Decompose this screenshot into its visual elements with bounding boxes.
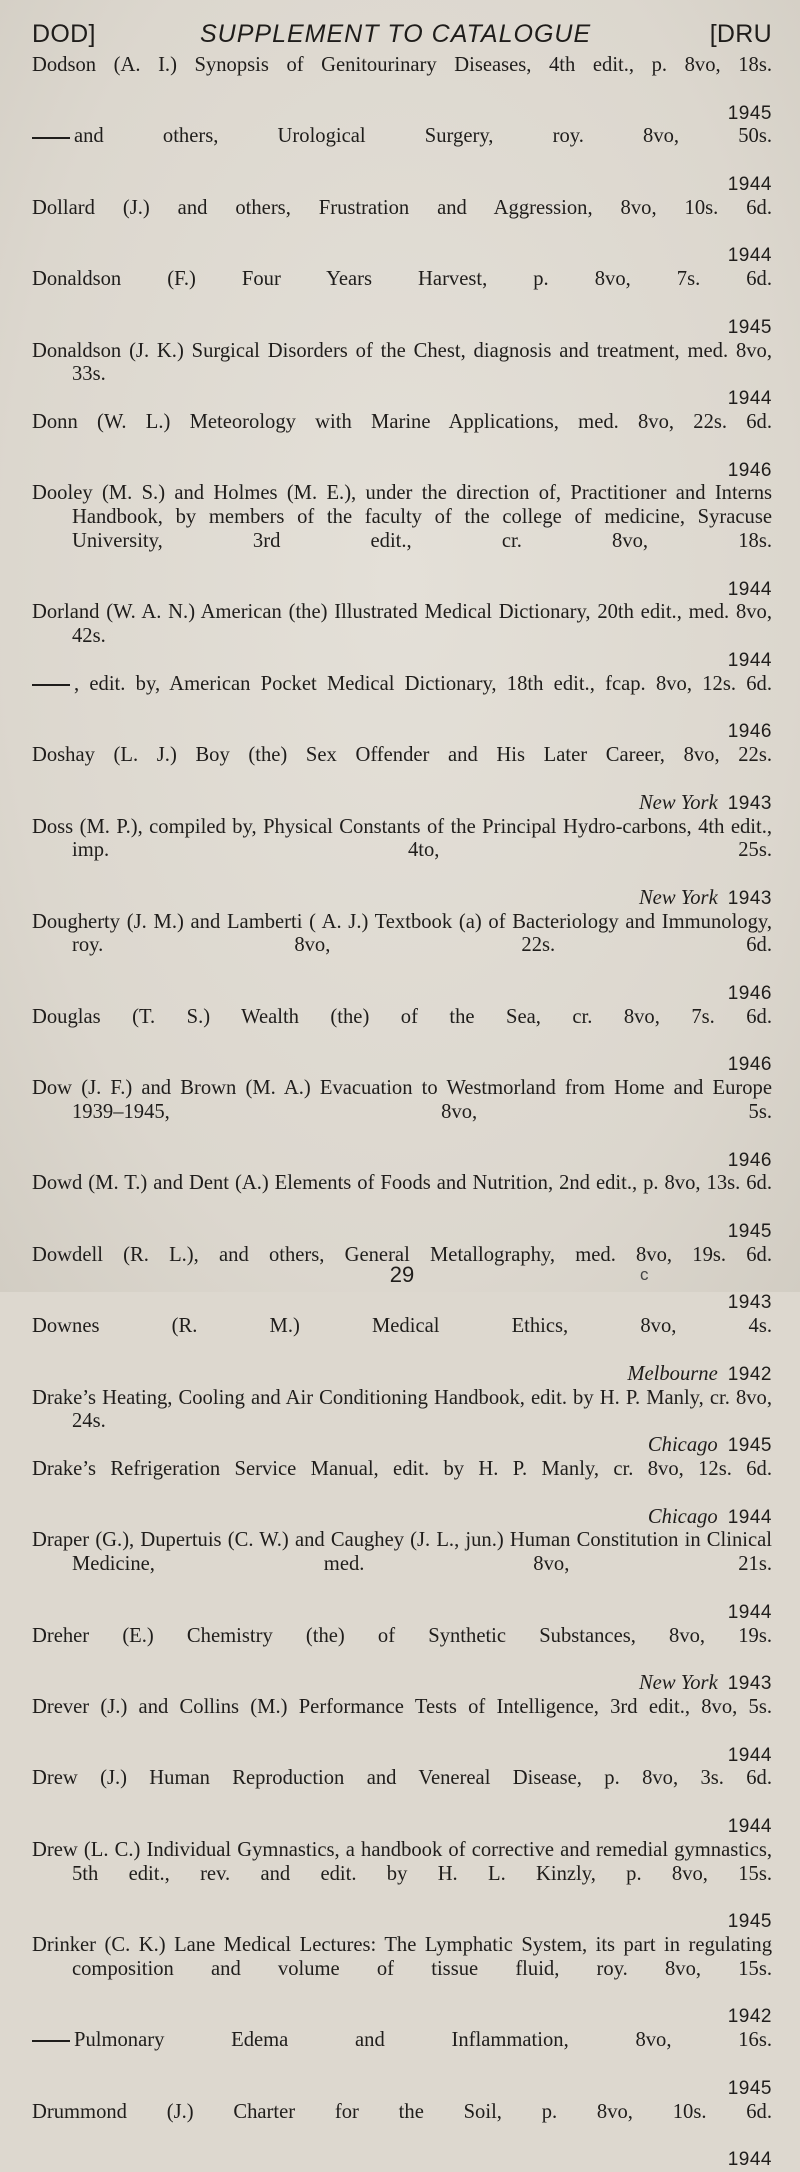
entry-year: 1943 — [727, 792, 772, 814]
catalogue-entry — [32, 816, 772, 911]
entry-year: 1944 — [727, 173, 772, 195]
entry-body — [32, 2029, 772, 2077]
entry-imprint — [32, 792, 772, 816]
entry-place: Melbourne — [627, 1362, 718, 1385]
entry-imprint — [32, 2077, 772, 2101]
entry-body — [32, 54, 772, 102]
entry-place: New York — [638, 1672, 718, 1695]
entry-place: Chicago — [647, 1434, 718, 1457]
catalogue-entry — [32, 1696, 772, 1767]
entry-body — [32, 1315, 772, 1363]
entry-imprint — [32, 316, 772, 340]
catalogue-entries — [32, 54, 772, 2172]
entry-year: 1945 — [727, 316, 772, 338]
entry-text: Drake’s Refrigeration Service Manual, edit. by H. P. Manly, cr. 8vo, 12s. 6d. — [32, 1458, 772, 1481]
ditto-dash — [32, 137, 70, 139]
entry-imprint — [32, 173, 772, 197]
catalogue-entry — [32, 1315, 772, 1386]
catalogue-entry — [32, 1529, 772, 1624]
entry-text: Dooley (M. S.) and Holmes (M. E.), under the direction of, Practitioner and Interns Handbook, by members of the faculty of the college of medicine, Syracuse University, 3rd edit., cr. 8vo, 18s. — [32, 482, 772, 552]
entry-text: Drew (L. C.) Individual Gymnastics, a handbook of corrective and remedial gymnastics, 5th edit., rev. and edit. by H. L. Kinzly, p. 8vo, 15s. — [32, 1838, 772, 1885]
entry-imprint — [32, 1220, 772, 1244]
entry-year: 1944 — [727, 1744, 772, 1766]
entry-text: Drake’s Heating, Cooling and Air Conditioning Handbook, edit. by H. P. Manly, cr. 8vo, 24s. — [32, 1386, 772, 1433]
catalogue-entry — [32, 482, 772, 601]
entry-text: Donaldson (J. K.) Surgical Disorders of the Chest, diagnosis and treatment, med. 8vo, 33s. — [32, 339, 772, 386]
entry-year: 1945 — [727, 1911, 772, 1933]
entry-place: New York — [638, 791, 718, 814]
entry-year: 1946 — [727, 1054, 772, 1076]
entry-year: 1946 — [727, 1149, 772, 1171]
entry-year: 1946 — [727, 983, 772, 1005]
signature-mark: c — [640, 1265, 649, 1284]
catalogue-entry — [32, 54, 772, 125]
entry-imprint — [32, 387, 772, 411]
entry-year: 1944 — [727, 388, 772, 410]
entry-place: Chicago — [647, 1505, 718, 1528]
entry-body — [32, 1839, 772, 1910]
entry-imprint — [32, 649, 772, 673]
entry-year: 1944 — [727, 1506, 772, 1528]
entry-text: Dowd (M. T.) and Dent (A.) Elements of Foods and Nutrition, 2nd edit., p. 8vo, 13s. 6d. — [32, 1172, 772, 1195]
catalogue-entry — [32, 744, 772, 815]
entry-text: and others, Urological Surgery, roy. 8vo, 50s. — [74, 125, 772, 148]
catalogue-entry — [32, 1934, 772, 2029]
catalogue-entry — [32, 1458, 772, 1529]
entry-year: 1945 — [727, 2077, 772, 2099]
entry-year: 1944 — [727, 245, 772, 267]
entry-text: Doshay (L. J.) Boy (the) Sex Offender and His Later Career, 8vo, 22s. — [32, 744, 772, 767]
entry-year: 1945 — [727, 102, 772, 124]
entry-imprint — [32, 459, 772, 483]
entry-year: 1944 — [727, 649, 772, 671]
entry-text: Dow (J. F.) and Brown (M. A.) Evacuation to Westmorland from Home and Europe 1939–1945, 8vo, 5s. — [32, 1077, 772, 1124]
entry-imprint — [32, 1053, 772, 1077]
entry-body — [32, 411, 772, 459]
catalogue-entry — [32, 1387, 772, 1458]
entry-text: Dollard (J.) and others, Frustration and Aggression, 8vo, 10s. 6d. — [32, 196, 772, 219]
entry-imprint — [32, 887, 772, 911]
catalogue-entry — [32, 2029, 772, 2100]
entry-body — [32, 1625, 772, 1673]
entry-imprint — [32, 1910, 772, 1934]
entry-text: Dodson (A. I.) Synopsis of Genitourinary Diseases, 4th edit., p. 8vo, 18s. — [32, 54, 772, 76]
entry-year: 1943 — [727, 1292, 772, 1314]
entry-text: Downes (R. M.) Medical Ethics, 8vo, 4s. — [32, 1315, 772, 1338]
page-number-text: 29 — [389, 1262, 415, 1287]
entry-year: 1946 — [727, 459, 772, 481]
entry-text: Donn (W. L.) Meteorology with Marine Applications, med. 8vo, 22s. 6d. — [32, 410, 772, 433]
entry-text: Drever (J.) and Collins (M.) Performance Tests of Intelligence, 3rd edit., 8vo, 5s. — [32, 1695, 772, 1718]
entry-text: Dreher (E.) Chemistry (the) of Synthetic Substances, 8vo, 19s. — [32, 1624, 772, 1647]
catalogue-entry — [32, 911, 772, 1006]
entry-imprint — [32, 2148, 772, 2172]
catalogue-entry — [32, 1767, 772, 1838]
entry-imprint — [32, 1149, 772, 1173]
entry-imprint — [32, 1815, 772, 1839]
entry-imprint — [32, 1506, 772, 1530]
header-title: SUPPLEMENT TO CATALOGUE — [200, 20, 592, 48]
entry-imprint — [32, 2005, 772, 2029]
catalogue-entry — [32, 1839, 772, 1934]
catalogue-entry — [32, 1077, 772, 1172]
entry-body — [32, 911, 772, 982]
entry-imprint — [32, 1672, 772, 1696]
header-right-range: [DRU — [709, 20, 772, 48]
catalogue-entry — [32, 1006, 772, 1077]
entry-body — [32, 816, 772, 887]
catalogue-entry — [32, 1172, 772, 1243]
entry-text: Douglas (T. S.) Wealth (the) of the Sea, cr. 8vo, 7s. 6d. — [32, 1005, 772, 1028]
entry-year: 1946 — [727, 721, 772, 743]
catalogue-entry — [32, 197, 772, 268]
catalogue-entry — [32, 340, 772, 411]
entry-year: 1944 — [727, 1601, 772, 1623]
entry-body — [32, 1458, 772, 1506]
entry-imprint — [32, 1363, 772, 1387]
entry-year: 1944 — [727, 1815, 772, 1837]
entry-year: 1945 — [727, 1221, 772, 1243]
entry-text: Pulmonary Edema and Inflammation, 8vo, 16s. — [74, 2029, 772, 2052]
entry-body — [32, 1077, 772, 1148]
entry-body — [32, 1529, 772, 1600]
entry-body — [32, 1172, 772, 1220]
running-header — [32, 14, 772, 48]
page-number — [0, 1262, 800, 1288]
entry-text: Dougherty (J. M.) and Lamberti ( A. J.) Textbook (a) of Bacteriology and Immunology, roy. 8vo, 22s. 6d. — [32, 910, 772, 957]
catalogue-entry — [32, 125, 772, 196]
catalogue-entry — [32, 2101, 772, 2172]
entry-imprint — [32, 1601, 772, 1625]
entry-text: Dorland (W. A. N.) American (the) Illustrated Medical Dictionary, 20th edit., med. 8vo, 42s. — [32, 601, 772, 648]
entry-body — [32, 1696, 772, 1744]
catalogue-entry — [32, 411, 772, 482]
entry-imprint — [32, 720, 772, 744]
entry-text: Drinker (C. K.) Lane Medical Lectures: The Lymphatic System, its part in regulating composition and volume of tissue fluid, roy. 8vo, 15s. — [32, 1933, 772, 1980]
entry-place: New York — [638, 886, 718, 909]
entry-text: Donaldson (F.) Four Years Harvest, p. 8vo, 7s. 6d. — [32, 268, 772, 291]
entry-imprint — [32, 982, 772, 1006]
entry-imprint — [32, 1434, 772, 1458]
entry-imprint — [32, 102, 772, 126]
entry-text: Drummond (J.) Charter for the Soil, p. 8vo, 10s. 6d. — [32, 2100, 772, 2123]
entry-text: Dowdell (R. L.), and others, General Metallography, med. 8vo, 19s. 6d. — [32, 1243, 772, 1266]
entry-year: 1942 — [727, 2006, 772, 2028]
entry-year: 1944 — [727, 578, 772, 600]
entry-imprint — [32, 1291, 772, 1315]
entry-body — [32, 482, 772, 577]
entry-text: Doss (M. P.), compiled by, Physical Constants of the Principal Hydro-carbons, 4th edit., imp. 4to, 25s. — [32, 815, 772, 862]
entry-year: 1943 — [727, 887, 772, 909]
entry-body — [32, 125, 772, 173]
entry-year: 1943 — [727, 1673, 772, 1695]
header-left-range: DOD] — [32, 20, 96, 48]
catalogue-entry — [32, 673, 772, 744]
entry-imprint — [32, 244, 772, 268]
entry-body — [32, 744, 772, 792]
entry-year: 1944 — [727, 2149, 772, 2171]
entry-year: 1945 — [727, 1435, 772, 1457]
ditto-dash — [32, 2040, 70, 2042]
entry-body — [32, 1934, 772, 2005]
ditto-dash — [32, 684, 70, 686]
entry-text: Draper (G.), Dupertuis (C. W.) and Caughey (J. L., jun.) Human Constitution in Clinical Medicine, med. 8vo, 21s. — [32, 1529, 772, 1576]
entry-text: , edit. by, American Pocket Medical Dictionary, 18th edit., fcap. 8vo, 12s. 6d. — [74, 672, 772, 695]
entry-body — [32, 1006, 772, 1054]
catalogue-entry — [32, 601, 772, 672]
entry-year: 1942 — [727, 1363, 772, 1385]
entry-body — [32, 197, 772, 245]
entry-imprint — [32, 578, 772, 602]
entry-text: Drew (J.) Human Reproduction and Venereal Disease, p. 8vo, 3s. 6d. — [32, 1767, 772, 1790]
entry-body — [32, 2101, 772, 2149]
entry-body — [32, 673, 772, 721]
catalogue-entry — [32, 1625, 772, 1696]
catalogue-entry — [32, 268, 772, 339]
entry-body — [32, 1767, 772, 1815]
entry-body — [32, 268, 772, 316]
entry-imprint — [32, 1744, 772, 1768]
